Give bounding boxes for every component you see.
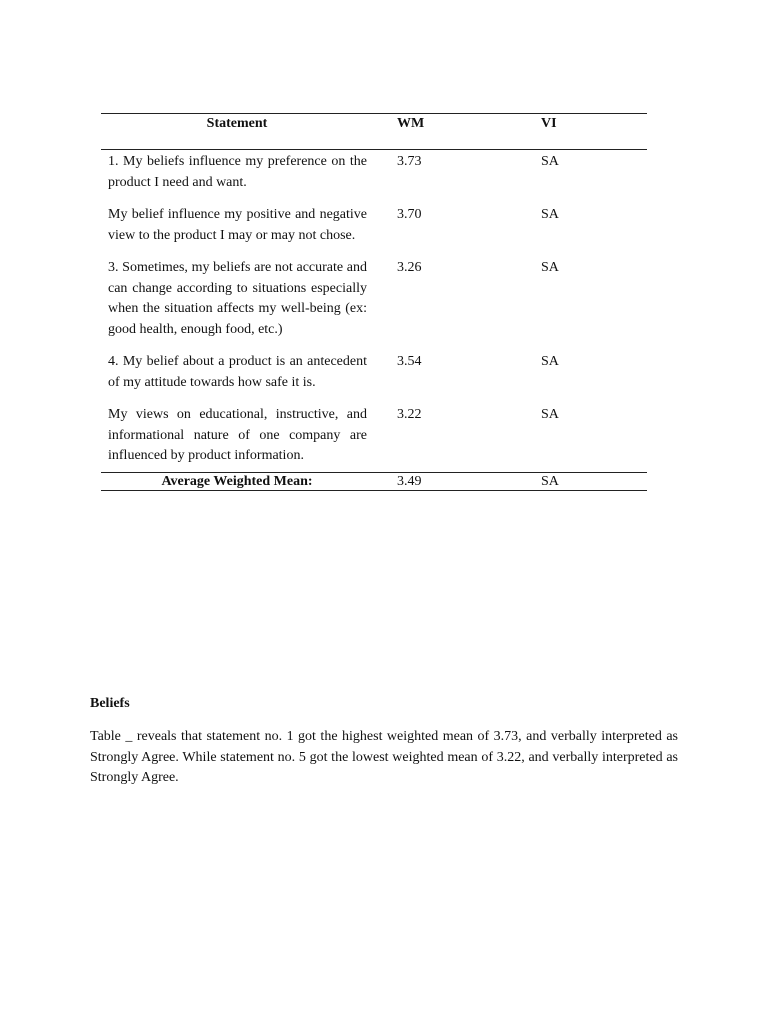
header-wm: WM xyxy=(373,114,505,150)
table-row xyxy=(101,258,647,352)
average-row xyxy=(101,472,647,490)
table-header-row xyxy=(101,114,647,150)
statement-cell: My views on educational, instructive, and informational nature of one company are influenced by product information. xyxy=(108,407,367,463)
table-header xyxy=(101,114,647,150)
vi-cell: SA xyxy=(541,354,559,369)
section-heading: Beliefs xyxy=(90,696,130,711)
header-vi: VI xyxy=(505,114,647,150)
table-body xyxy=(101,150,647,473)
wm-cell: 3.73 xyxy=(397,154,422,169)
interpretation-paragraph: Table _ reveals that statement no. 1 got the highest weighted mean of 3.73, and verbally interpreted as Strongly Agree. While statement no. 5 got the lowest weighted mean of 3.22, and verbally interpreted as Strongly Agree. xyxy=(90,729,678,785)
vi-cell: SA xyxy=(541,260,559,275)
vi-cell: SA xyxy=(541,154,559,169)
wm-cell: 3.54 xyxy=(397,354,422,369)
average-vi: SA xyxy=(505,472,647,490)
table-row xyxy=(101,205,647,258)
average-wm: 3.49 xyxy=(373,472,505,490)
beliefs-table xyxy=(101,113,647,491)
statement-cell: 4. My belief about a product is an antecedent of my attitude towards how safe it is. xyxy=(108,354,367,390)
wm-cell: 3.26 xyxy=(397,260,422,275)
table-footer xyxy=(101,472,647,490)
wm-cell: 3.70 xyxy=(397,207,422,222)
average-label: Average Weighted Mean: xyxy=(101,472,373,490)
statement-cell: 3. Sometimes, my beliefs are not accurate and can change according to situations especially when the situation affects my well-being (ex: good health, enough food, etc.) xyxy=(108,260,367,337)
table-row xyxy=(101,352,647,405)
table-row xyxy=(101,405,647,472)
vi-cell: SA xyxy=(541,207,559,222)
wm-cell: 3.22 xyxy=(397,407,422,422)
statement-cell: My belief influence my positive and negative view to the product I may or may not chose. xyxy=(108,207,367,243)
vi-cell: SA xyxy=(541,407,559,422)
table-row xyxy=(101,150,647,206)
header-statement: Statement xyxy=(101,114,373,150)
statement-cell: 1. My beliefs influence my preference on the product I need and want. xyxy=(108,154,367,190)
